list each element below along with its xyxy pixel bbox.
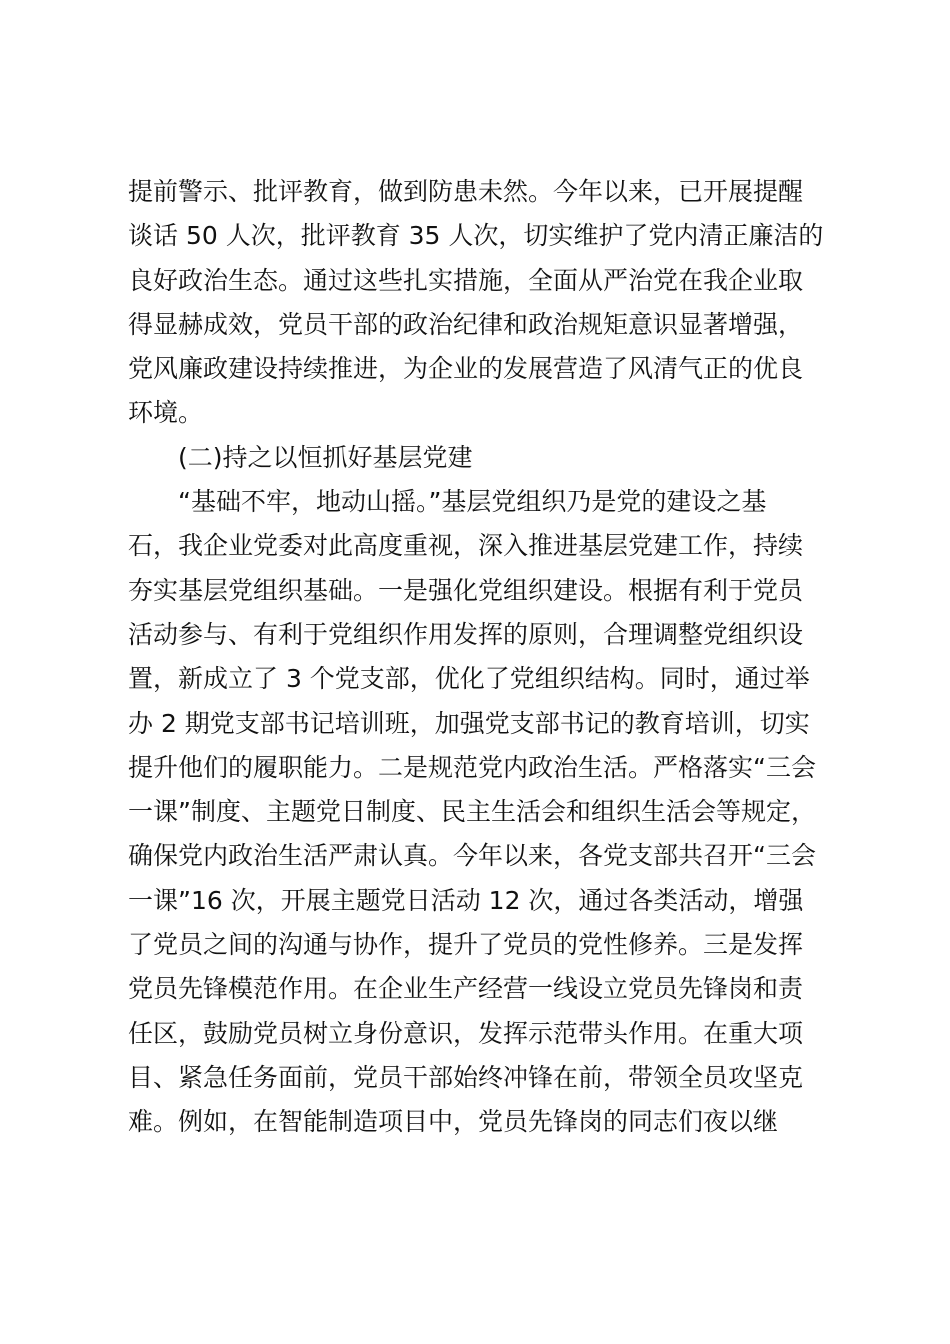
text-line: 一课”16 次，开展主题党日活动 12 次，通过各类活动，增强 [128, 885, 804, 915]
text-line: 任区，鼓励党员树立身份意识，发挥示范带头作用。在重大项 [128, 1018, 804, 1048]
text-line: 难。例如，在智能制造项目中，党员先锋岗的同志们夜以继 [128, 1107, 779, 1137]
text-line: 石，我企业党委对此高度重视，深入推进基层党建工作，持续 [128, 531, 804, 561]
text-line: 提前警示、批评教育，做到防患未然。今年以来，已开展提醒 [128, 177, 804, 206]
text-line: 党员先锋模范作用。在企业生产经营一线设立党员先锋岗和责 [128, 974, 804, 1004]
text-line: 谈话 50 人次，批评教育 35 人次，切实维护了党内清正廉洁的 [128, 221, 824, 251]
text-line: 党风廉政建设持续推进，为企业的发展营造了风清气正的优良 [128, 354, 804, 384]
section-heading: (二)持之以恒抓好基层党建 [178, 442, 473, 472]
text-line: 一课”制度、主题党日制度、民主生活会和组织生活会等规定， [128, 797, 816, 827]
text-line: 活动参与、有利于党组织作用发挥的原则，合理调整党组织设 [128, 619, 804, 649]
text-line: 环境。 [128, 398, 204, 428]
text-line: 夯实基层党组织基础。一是强化党组织建设。根据有利于党员 [128, 575, 804, 605]
text-line: 得显赫成效，党员干部的政治纪律和政治规矩意识显著增强， [128, 309, 804, 339]
text-line: 办 2 期党支部书记培训班，加强党支部书记的教育培训，切实 [128, 708, 810, 738]
body-text [128, 170, 828, 1145]
text-line: 目、紧急任务面前，党员干部始终冲锋在前，带领全员攻坚克 [128, 1062, 804, 1092]
text-line: 了党员之间的沟通与协作，提升了党员的党性修养。三是发挥 [128, 930, 804, 960]
text-line: 良好政治生态。通过这些扎实措施，全面从严治党在我企业取 [128, 265, 804, 295]
text-line: 置，新成立了 3 个党支部，优化了党组织结构。同时，通过举 [128, 664, 810, 694]
text-line: 确保党内政治生活严肃认真。今年以来，各党支部共召开“三会 [128, 841, 816, 871]
text-line: 提升他们的履职能力。二是规范党内政治生活。严格落实“三会 [128, 752, 816, 782]
text-line: “基础不牢，地动山摇。”基层党组织乃是党的建设之基 [178, 487, 767, 517]
